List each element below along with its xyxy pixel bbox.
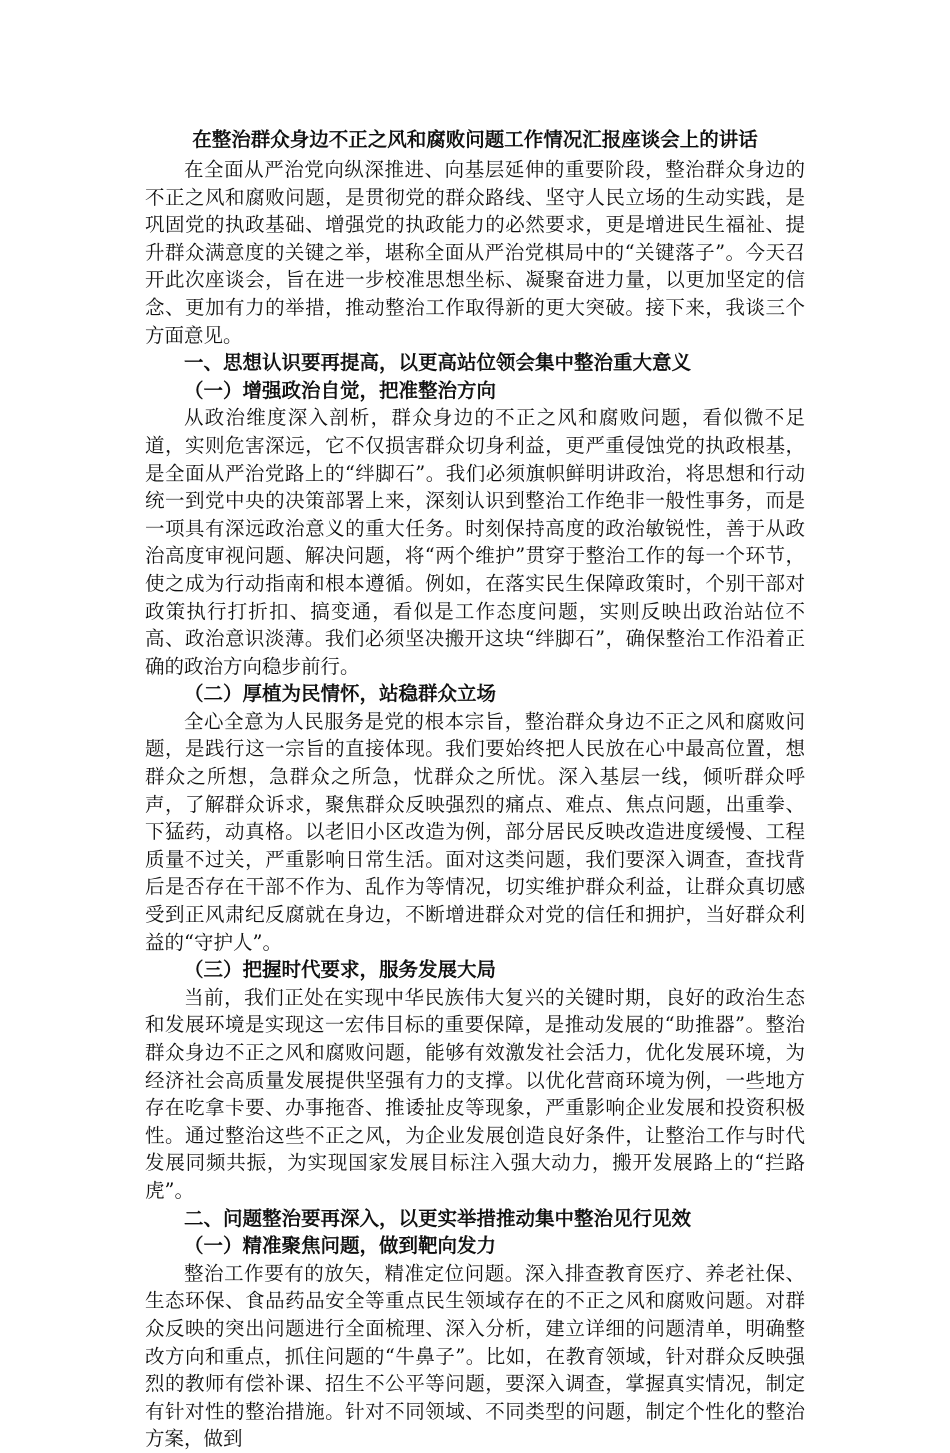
section-1-3-paragraph: 当前，我们正处在实现中华民族伟大复兴的关键时期，良好的政治生态和发展环境是实现这一宏伟目标的重要保障，是推动发展的“助推器”。整治群众身边不正之风和腐败问题，能够有效激发社会活力，优化发展环境，为经济社会高质量发展提供坚强有力的支撑。以优化营商环境为例，一些地方存在吃拿卡要、办事拖沓、推诿扯皮等现象，严重影响企业发展和投资积极性。通过整治这些不正之风，为企业发展创造良好条件，让整治工作与时代发展同频共振，为实现国家发展目标注入强大动力，搬开发展路上的“拦路虎”。 <box>145 985 805 1202</box>
section-2-1-paragraph: 整治工作要有的放矢，精准定位问题。深入排查教育医疗、养老社保、生态环保、食品药品安全等重点民生领域存在的不正之风和腐败问题。对群众反映的突出问题进行全面梳理、深入分析，建立详细的问题清单，明确整改方向和重点，抓住问题的“牛鼻子”。比如，在教育领域，针对群众反映强烈的教师有偿补课、招生不公平等问题，要深入调查，掌握真实情况，制定有针对性的整治措施。针对不同领域、不同类型的问题，制定个性化的整治方案，做到 <box>145 1261 805 1451</box>
section-2-1-heading: （一）精准聚焦问题，做到靶向发力 <box>184 1234 497 1258</box>
section-1-2-paragraph: 全心全意为人民服务是党的根本宗旨，整治群众身边不正之风和腐败问题，是践行这一宗旨的直接体现。我们要始终把人民放在心中最高位置，想群众之所想，急群众之所急，忧群众之所忧。深入基层一线，倾听群众呼声，了解群众诉求，聚焦群众反映强烈的痛点、难点、焦点问题，出重拳、下猛药，动真格。以老旧小区改造为例，部分居民反映改造进度缓慢、工程质量不过关，严重影响日常生活。面对这类问题，我们要深入调查，查找背后是否存在干部不作为、乱作为等情况，切实维护群众利益，让群众真切感受到正风肃纪反腐就在身边，不断增进群众对党的信任和拥护，当好群众利益的“守护人”。 <box>145 709 805 954</box>
section-1-1-heading: （一）增强政治自觉，把准整治方向 <box>184 378 497 402</box>
section-1-2-heading: （二）厚植为民情怀，站稳群众立场 <box>184 682 497 706</box>
document-title: 在整治群众身边不正之风和腐败问题工作情况汇报座谈会上的讲话 <box>192 128 758 151</box>
intro-paragraph: 在全面从严治党向纵深推进、向基层延伸的重要阶段，整治群众身边的不正之风和腐败问题，是贯彻党的群众路线、坚守人民立场的生动实践，是巩固党的执政基础、增强党的执政能力的必然要求，更是增进民生福祉、提升群众满意度的关键之举，堪称全面从严治党棋局中的“关键落子”。今天召开此次座谈会，旨在进一步校准思想坐标、凝聚奋进力量，以更加坚定的信念、更加有力的举措，推动整治工作取得新的更大突破。接下来，我谈三个方面意见。 <box>145 158 805 347</box>
section-1-1-paragraph: 从政治维度深入剖析，群众身边的不正之风和腐败问题，看似微不足道，实则危害深远，它不仅损害群众切身利益，更严重侵蚀党的执政根基，是全面从严治党路上的“绊脚石”。我们必须旗帜鲜明讲政治，将思想和行动统一到党中央的决策部署上来，深刻认识到整治工作绝非一般性事务，而是一项具有深远政治意义的重大任务。时刻保持高度的政治敏锐性，善于从政治高度审视问题、解决问题，将“两个维护”贯穿于整治工作的每一个环节，使之成为行动指南和根本遵循。例如，在落实民生保障政策时，个别干部对政策执行打折扣、搞变通，看似是工作态度问题，实则反映出政治站位不高、政治意识淡薄。我们必须坚决搬开这块“绊脚石”，确保整治工作沿着正确的政治方向稳步前行。 <box>145 406 805 678</box>
section-1-3-heading: （三）把握时代要求，服务发展大局 <box>184 958 497 982</box>
section-1-heading: 一、思想认识要再提高，以更高站位领会集中整治重大意义 <box>184 351 692 375</box>
document-body <box>145 124 805 1453</box>
section-2-heading: 二、问题整治要再深入，以更实举措推动集中整治见行见效 <box>184 1206 692 1230</box>
